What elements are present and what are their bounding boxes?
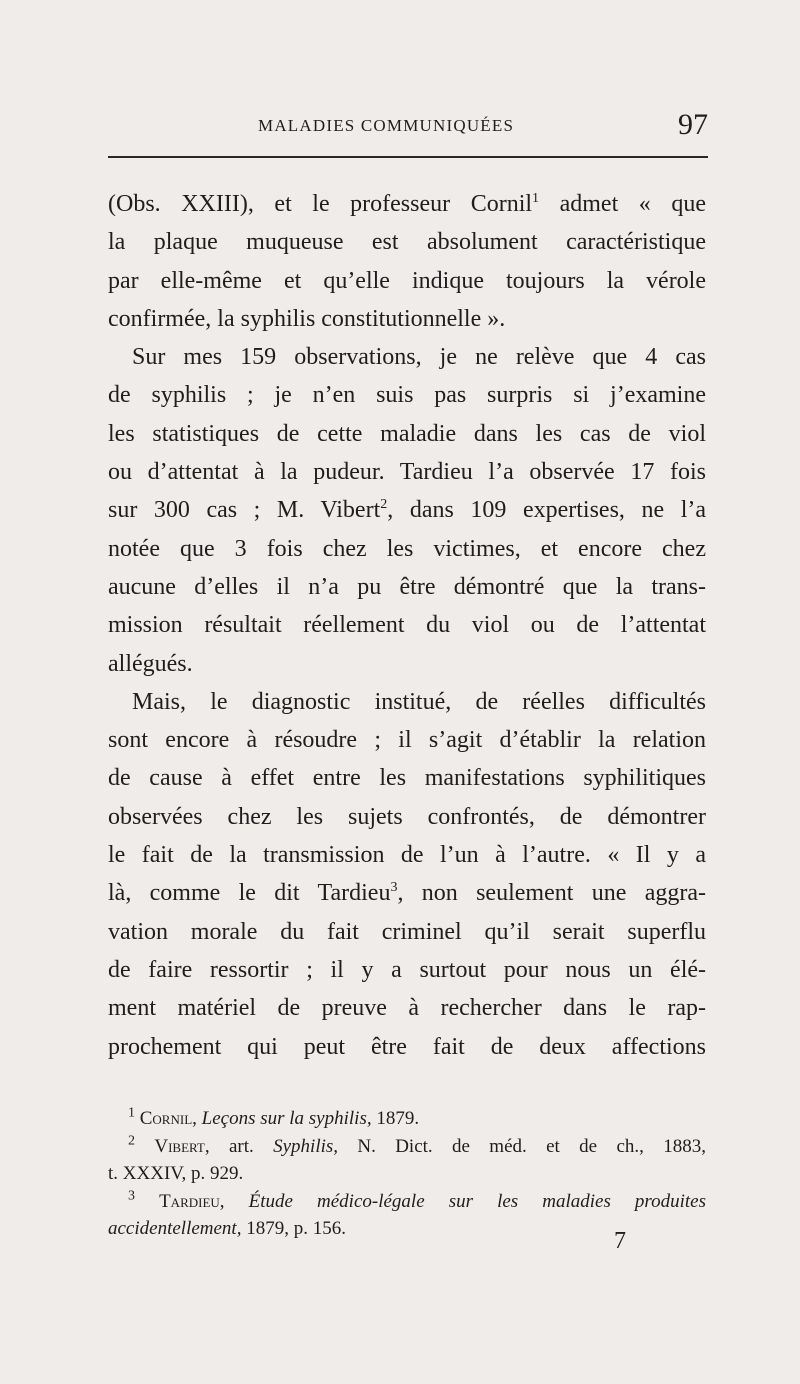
text-line: par elle-même et qu’elle indique toujours la vérole xyxy=(108,267,706,294)
text-line: de syphilis ; je n’en suis pas surpris si j’examine xyxy=(108,382,706,409)
text-line: de faire ressortir ; il y a surtout pour nous un élé- xyxy=(108,956,706,983)
text-line: aucune d’elles il n’a pu être démontré que la trans- xyxy=(108,573,706,600)
signature-mark: 7 xyxy=(614,1228,626,1254)
text-line: observées chez les sujets confrontés, de démontrer xyxy=(108,803,706,830)
footnote-3: $^3$ Tardieu, Étude médico-légale sur les maladies produites xyxy=(128,1188,706,1212)
text-line: confirmée, la syphilis constitutionnelle ». xyxy=(108,305,506,332)
text-line: ment matériel de preuve à rechercher dans le rap- xyxy=(108,995,706,1022)
text-line: vation morale du fait criminel qu’il serait superflu xyxy=(108,918,706,945)
text-line: Mais, le diagnostic institué, de réelles difficultés xyxy=(132,688,706,715)
text-line: la plaque muqueuse est absolument caractéristique xyxy=(108,229,706,256)
running-head xyxy=(108,100,708,150)
text-line: notée que 3 fois chez les victimes, et encore chez xyxy=(108,535,706,562)
text-line: Sur mes 159 observations, je ne relève que 4 cas xyxy=(132,344,706,371)
text-line: prochement qui peut être fait de deux affections xyxy=(108,1033,706,1060)
footnote-2-continuation: t. XXXIV, p. 929. xyxy=(108,1163,244,1184)
footnote-2: $^2$ Vibert, art. Syphilis, N. Dict. de méd. et de ch., 1883, xyxy=(128,1133,706,1157)
header-rule xyxy=(108,156,708,158)
footnote-ref: 2 xyxy=(380,497,388,513)
text-line: allégués. xyxy=(108,650,193,677)
text-line: le fait de la transmission de l’un à l’autre. « Il y a xyxy=(108,842,706,869)
text-line: mission résultait réellement du viol ou de l’attentat xyxy=(108,612,706,639)
text-line: sur 300 cas ; M. Vibert$^2$, dans 109 expertises, ne l’a xyxy=(108,497,706,524)
text-line: sont encore à résoudre ; il s’agit d’établir la relation xyxy=(108,727,706,754)
text-line: (Obs. XXIII), et le professeur Cornil$^1$ admet « que xyxy=(108,191,706,217)
text-line: là, comme le dit Tardieu$^3$, non seulement une aggra- xyxy=(108,880,706,907)
body-text xyxy=(108,185,706,1066)
text-line: de cause à effet entre les manifestations syphilitiques xyxy=(108,765,706,792)
page-number: 97 xyxy=(678,108,708,141)
text-line: les statistiques de cette maladie dans les cas de viol xyxy=(108,420,706,447)
footnote-3-continuation: accidentellement, 1879, p. 156. xyxy=(108,1218,346,1239)
text-line: ou d’attentat à la pudeur. Tardieu l’a observée 17 fois xyxy=(108,459,706,486)
footnotes xyxy=(108,1105,706,1243)
footnote-ref: 1 xyxy=(532,191,540,206)
footnote-ref: 3 xyxy=(390,880,398,896)
running-title: MALADIES COMMUNIQUÉES xyxy=(258,116,515,135)
footnote-1: $^1$ Cornil, Leçons sur la syphilis, 1879. xyxy=(128,1105,420,1129)
